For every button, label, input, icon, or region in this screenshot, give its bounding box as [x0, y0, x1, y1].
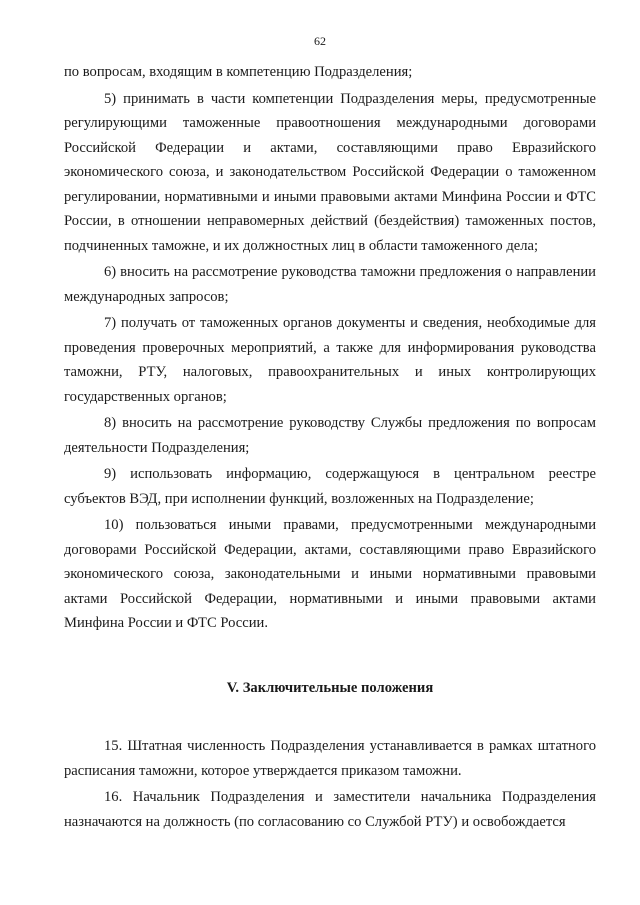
section-heading: V. Заключительные положения — [226, 679, 434, 696]
document-body — [64, 60, 596, 834]
list-item-10: 10) пользоваться иными правами, предусмотренными международными договорами Российской Федерации, актами, составляющими право Евразийского экономического союза, законодательными и иными нормативными правовыми актами Российской Федерации, нормативными и иными правовыми актами Минфина России и ФТС России. — [64, 517, 596, 631]
list-item-8: 8) вносить на рассмотрение руководству Службы предложения по вопросам деятельности Подразделения; — [64, 415, 596, 456]
clause-15: 15. Штатная численность Подразделения устанавливается в рамках штатного расписания таможни, которое утверждается приказом таможни. — [64, 738, 596, 779]
clause-16: 16. Начальник Подразделения и заместители начальника Подразделения назначаются на должность (по согласованию со Службой РТУ) и освобождается — [64, 789, 596, 830]
page-number: 62 — [314, 34, 326, 48]
list-item-7: 7) получать от таможенных органов документы и сведения, необходимые для проведения проверочных мероприятий, а также для информирования руководства таможни, РТУ, налоговых, правоохранительных и иных контролирующих государственных органов; — [64, 315, 596, 405]
list-item-5: 5) принимать в части компетенции Подразделения меры, предусмотренные регулирующими таможенные правоотношения международными договорами Российской Федерации и актами, составляющими право Евразийского экономического союза, и законодательством Российской Федерации о таможенном регулировании, нормативными и иными правовыми актами Минфина России и ФТС России, в отношении неправомерных действий (бездействия) таможенных постов, подчиненных таможне, и их должностных лиц в области таможенного дела; — [64, 90, 596, 254]
list-item-6: 6) вносить на рассмотрение руководства таможни предложения о направлении международных запросов; — [64, 264, 596, 305]
paragraph-continuation: по вопросам, входящим в компетенцию Подразделения; — [64, 64, 413, 80]
list-item-9: 9) использовать информацию, содержащуюся в центральном реестре субъектов ВЭД, при исполнении функций, возложенных на Подразделение; — [64, 466, 596, 507]
